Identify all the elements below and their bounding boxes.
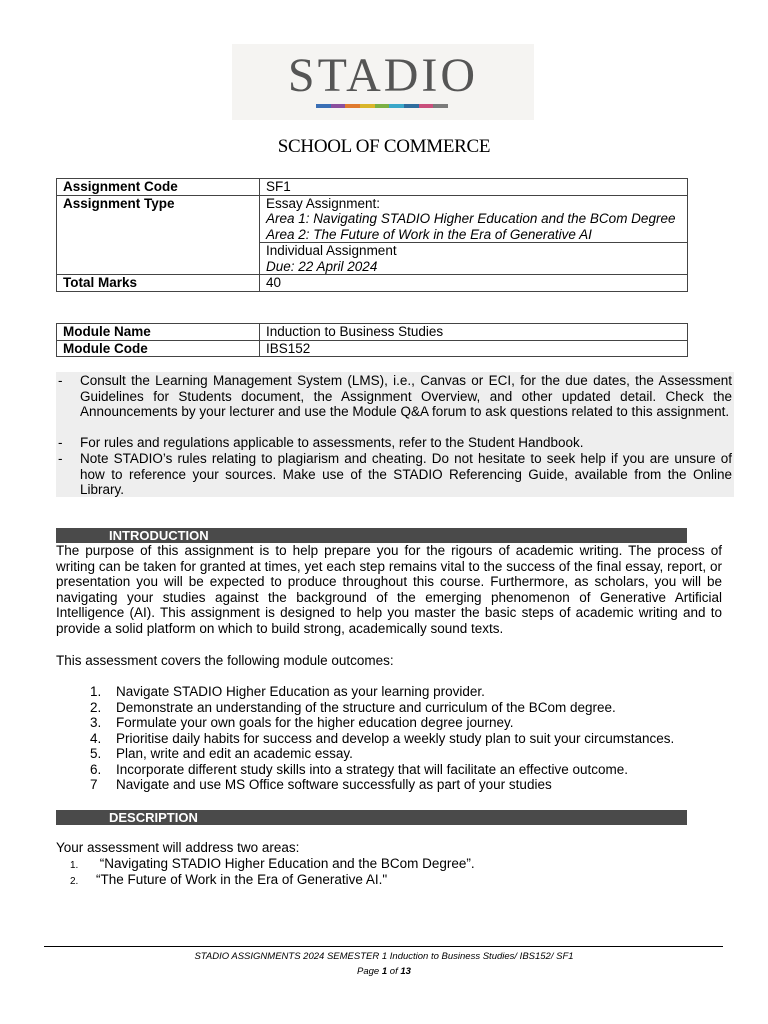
logo-stripe-segment bbox=[375, 104, 390, 108]
stadio-logo bbox=[232, 44, 534, 120]
list-item bbox=[56, 451, 732, 498]
item-text: Demonstrate an understanding of the structure and curriculum of the BCom degree. bbox=[116, 699, 616, 715]
assignment-area-1: Area 1: Navigating STADIO Higher Education and the BCom Degree bbox=[266, 211, 676, 226]
logo-stripe-segment bbox=[419, 104, 434, 108]
logo-stripe-segment bbox=[316, 104, 331, 108]
logo-stripe-segment bbox=[404, 104, 419, 108]
item-text: “Navigating STADIO Higher Education and the BCom Degree”. bbox=[96, 856, 475, 871]
assignment-area-2: Area 2: The Future of Work in the Era of Generative AI bbox=[266, 226, 592, 242]
item-number: 5. bbox=[90, 746, 102, 761]
module-name-label: Module Name bbox=[57, 324, 260, 341]
due-date: Due: 22 April 2024 bbox=[266, 258, 378, 274]
item-number: 1. bbox=[90, 684, 102, 699]
table-row bbox=[57, 340, 688, 357]
item-text: Formulate your own goals for the higher education degree journey. bbox=[116, 715, 514, 730]
item-number: 2. bbox=[70, 875, 79, 887]
list-item bbox=[56, 373, 732, 420]
description-heading-text: DESCRIPTION bbox=[109, 810, 198, 825]
table-row bbox=[57, 324, 688, 341]
bullet-dash: - bbox=[58, 451, 63, 466]
page-word: Page bbox=[357, 966, 380, 977]
item-text: Plan, write and edit an academic essay. bbox=[116, 746, 353, 761]
module-outcomes-list bbox=[90, 684, 674, 793]
item-number: 7 bbox=[90, 777, 98, 792]
page-current: 1 bbox=[381, 966, 388, 977]
list-item bbox=[70, 856, 475, 872]
instructions-box bbox=[56, 372, 734, 497]
list-item bbox=[70, 872, 475, 888]
item-number: 2. bbox=[90, 699, 102, 715]
of-word: of bbox=[389, 966, 398, 977]
page-number bbox=[0, 966, 768, 977]
table-row bbox=[57, 275, 688, 292]
module-info-table bbox=[56, 323, 688, 357]
item-number: 6. bbox=[90, 761, 102, 777]
module-name-value: Induction to Business Studies bbox=[260, 324, 688, 341]
item-text: Navigate STADIO Higher Education as your learning provider. bbox=[116, 684, 485, 699]
list-item bbox=[90, 700, 674, 716]
assignment-code-value: SF1 bbox=[260, 179, 688, 196]
logo-stripe-segment bbox=[360, 104, 375, 108]
school-title: SCHOOL OF COMMERCE bbox=[277, 136, 491, 157]
total-marks-label: Total Marks bbox=[57, 275, 260, 292]
assignment-type-label: Assignment Type bbox=[57, 195, 260, 275]
item-text: Navigate and use MS Office software successfully as part of your studies bbox=[116, 777, 552, 792]
footer-divider bbox=[44, 946, 723, 947]
bullet-dash: - bbox=[58, 435, 63, 450]
list-item bbox=[90, 731, 674, 747]
total-marks-value: 40 bbox=[260, 275, 688, 292]
logo-stripe-segment bbox=[345, 104, 360, 108]
module-code-value: IBS152 bbox=[260, 340, 688, 357]
page-total: 13 bbox=[400, 966, 411, 977]
item-text: “The Future of Work in the Era of Generative AI." bbox=[96, 871, 388, 887]
list-item bbox=[90, 715, 674, 731]
item-number: 1. bbox=[70, 860, 79, 871]
instruction-text: Consult the Learning Management System (LMS), i.e., Canvas or ECI, for the due dates, the Assessment Guidelines for Students document, the Assignment Overview, and other updated detail. Check the Announcements by your lecturer and use the Module Q&A forum to ask questions related to this assignment. bbox=[80, 373, 732, 419]
item-text: Incorporate different study skills into a strategy that will facilitate an effective outcome. bbox=[116, 761, 629, 777]
assignment-type-line: Essay Assignment: bbox=[266, 195, 381, 211]
instruction-text: Note STADIO’s rules relating to plagiarism and cheating. Do not hesitate to seek help if you are unsure of how to reference your sources. Make use of the STADIO Referencing Guide, available from the Online Library. bbox=[80, 451, 732, 497]
list-item bbox=[90, 746, 674, 762]
logo-stripe-segment bbox=[433, 104, 448, 108]
footer-title: STADIO ASSIGNMENTS 2024 SEMESTER 1 Induction to Business Studies/ IBS152/ SF1 bbox=[194, 951, 574, 962]
outcomes-intro: This assessment covers the following module outcomes: bbox=[56, 653, 394, 668]
instruction-text: For rules and regulations applicable to assessments, refer to the Student Handbook. bbox=[80, 435, 584, 450]
logo-wordmark: STADIO bbox=[287, 49, 479, 102]
logo-color-stripe bbox=[316, 104, 448, 108]
introduction-heading bbox=[56, 528, 687, 543]
table-row bbox=[57, 179, 688, 196]
bullet-dash: - bbox=[58, 373, 63, 388]
description-heading bbox=[56, 810, 687, 825]
assignment-type-value bbox=[260, 195, 688, 243]
assignment-info-table bbox=[56, 178, 688, 292]
item-number: 4. bbox=[90, 730, 102, 746]
introduction-heading-text: INTRODUCTION bbox=[109, 528, 209, 543]
logo-stripe-segment bbox=[331, 104, 346, 108]
item-text: Prioritise daily habits for success and develop a weekly study plan to suit your circumstances. bbox=[116, 730, 675, 746]
module-code-label: Module Code bbox=[57, 340, 260, 357]
item-number: 3. bbox=[90, 715, 102, 730]
list-item bbox=[90, 762, 674, 778]
individual-assignment: Individual Assignment bbox=[266, 243, 397, 258]
introduction-paragraph: The purpose of this assignment is to help prepare you for the rigours of academic writing. The process of writing can be taken for granted at times, yet each step remains vital to the success of the final essay, report, or presentation you will be expected to produce throughout this course. Furthermore, as scholars, you will be navigating your studies against the background of the emerging phenomenon of Generative Artificial Intelligence (AI). This assignment is designed to help you master the basic steps of academic writing and to provide a solid platform on which to build strong, academically sound texts. bbox=[56, 543, 722, 636]
list-item bbox=[90, 777, 674, 793]
list-item bbox=[90, 684, 674, 700]
logo-stripe-segment bbox=[389, 104, 404, 108]
description-areas-list bbox=[70, 856, 475, 887]
list-item bbox=[56, 435, 732, 451]
description-intro: Your assessment will address two areas: bbox=[56, 840, 300, 855]
table-row bbox=[57, 195, 688, 243]
assignment-due-cell bbox=[260, 243, 688, 275]
assignment-code-label: Assignment Code bbox=[57, 179, 260, 196]
